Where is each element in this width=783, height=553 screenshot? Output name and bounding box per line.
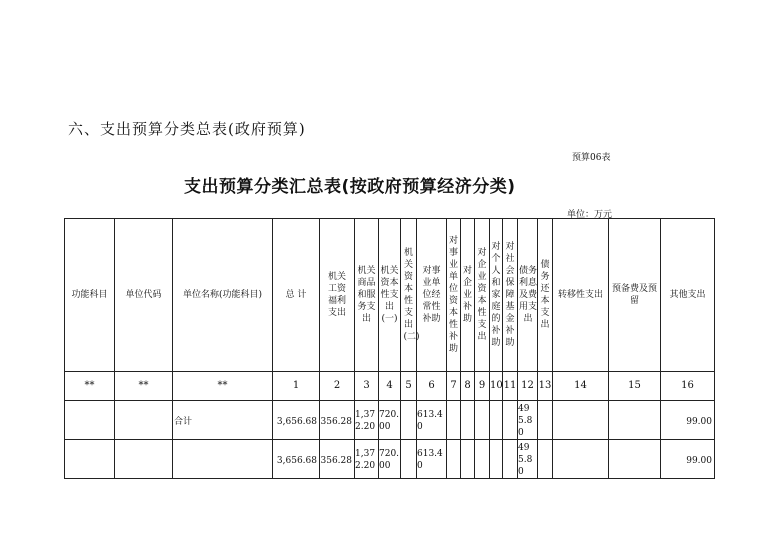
index-cell: 3 — [355, 372, 379, 401]
header-cell: 总 计 — [273, 219, 320, 372]
index-cell: ** — [65, 372, 115, 401]
table-cell: 720.00 — [379, 401, 401, 440]
header-cell: 转移性支出 — [553, 219, 609, 372]
table-cell: 99.00 — [661, 401, 715, 440]
index-cell: 11 — [503, 372, 518, 401]
index-cell: 15 — [609, 372, 661, 401]
budget-table — [64, 218, 715, 479]
table-cell — [115, 440, 173, 479]
header-cell: 对社会保障基金补助 — [503, 219, 518, 372]
index-cell: 4 — [379, 372, 401, 401]
header-cell: 对事业单位资本性补助 — [447, 219, 461, 372]
header-cell: 对企业补助 — [461, 219, 475, 372]
index-cell: 14 — [553, 372, 609, 401]
table-cell: 613.40 — [417, 401, 447, 440]
table-cell — [115, 401, 173, 440]
page-title: 支出预算分类汇总表(按政府预算经济分类) — [184, 177, 516, 197]
unit-note: 单位：万元 — [567, 210, 613, 220]
header-cell: 机关资本性支出(一) — [379, 219, 401, 372]
table-row — [65, 401, 715, 440]
table-cell: 356.28 — [320, 440, 355, 479]
table-cell — [475, 440, 490, 479]
index-cell: 7 — [447, 372, 461, 401]
header-cell: 机关资本性支出(二) — [401, 219, 417, 372]
header-cell: 机关商品和服务支出 — [355, 219, 379, 372]
header-cell: 预备费及预留 — [609, 219, 661, 372]
table-cell — [538, 401, 553, 440]
table-cell — [401, 440, 417, 479]
table-cell — [447, 440, 461, 479]
index-cell: 8 — [461, 372, 475, 401]
table-cell — [461, 440, 475, 479]
index-cell: 6 — [417, 372, 447, 401]
table-cell — [553, 401, 609, 440]
header-row — [65, 219, 715, 372]
table-cell — [553, 440, 609, 479]
table-cell: 1,372.20 — [355, 401, 379, 440]
table-cell: 3,656.68 — [273, 440, 320, 479]
header-cell: 债务还本支出 — [538, 219, 553, 372]
header-cell: 单位名称(功能科目) — [173, 219, 273, 372]
table-cell — [503, 440, 518, 479]
table-cell — [490, 401, 503, 440]
table-cell: 合计 — [173, 401, 273, 440]
index-cell: 2 — [320, 372, 355, 401]
table-cell: 1,372.20 — [355, 440, 379, 479]
table-cell — [475, 401, 490, 440]
table-cell — [461, 401, 475, 440]
table-cell: 495.80 — [518, 440, 538, 479]
table-cell — [65, 401, 115, 440]
table-cell: 356.28 — [320, 401, 355, 440]
table-row — [65, 440, 715, 479]
table-cell: 3,656.68 — [273, 401, 320, 440]
section-heading: 六、支出预算分类总表(政府预算) — [68, 120, 306, 138]
index-cell: 9 — [475, 372, 490, 401]
header-cell: 功能科目 — [65, 219, 115, 372]
header-cell: 其他支出 — [661, 219, 715, 372]
table-cell — [609, 440, 661, 479]
index-cell: 16 — [661, 372, 715, 401]
header-cell: 对个人和家庭的补助 — [490, 219, 503, 372]
table-cell — [490, 440, 503, 479]
index-cell: ** — [115, 372, 173, 401]
index-row — [65, 372, 715, 401]
index-cell: ** — [173, 372, 273, 401]
table-cell — [401, 401, 417, 440]
table-cell — [609, 401, 661, 440]
table-cell — [173, 440, 273, 479]
table-cell — [538, 440, 553, 479]
header-cell: 债务利息及费用支出 — [518, 219, 538, 372]
table-cell: 99.00 — [661, 440, 715, 479]
header-cell: 对事业单位经常性补助 — [417, 219, 447, 372]
table-cell — [447, 401, 461, 440]
table-cell: 613.40 — [417, 440, 447, 479]
index-cell: 12 — [518, 372, 538, 401]
index-cell: 13 — [538, 372, 553, 401]
table-cell — [65, 440, 115, 479]
index-cell: 1 — [273, 372, 320, 401]
table-cell: 495.80 — [518, 401, 538, 440]
table-cell: 720.00 — [379, 440, 401, 479]
header-cell: 对企业资本性支出 — [475, 219, 490, 372]
table-cell — [503, 401, 518, 440]
header-cell: 机关工资福利支出 — [320, 219, 355, 372]
form-code: 预算06表 — [572, 153, 611, 163]
header-cell: 单位代码 — [115, 219, 173, 372]
index-cell: 10 — [490, 372, 503, 401]
index-cell: 5 — [401, 372, 417, 401]
